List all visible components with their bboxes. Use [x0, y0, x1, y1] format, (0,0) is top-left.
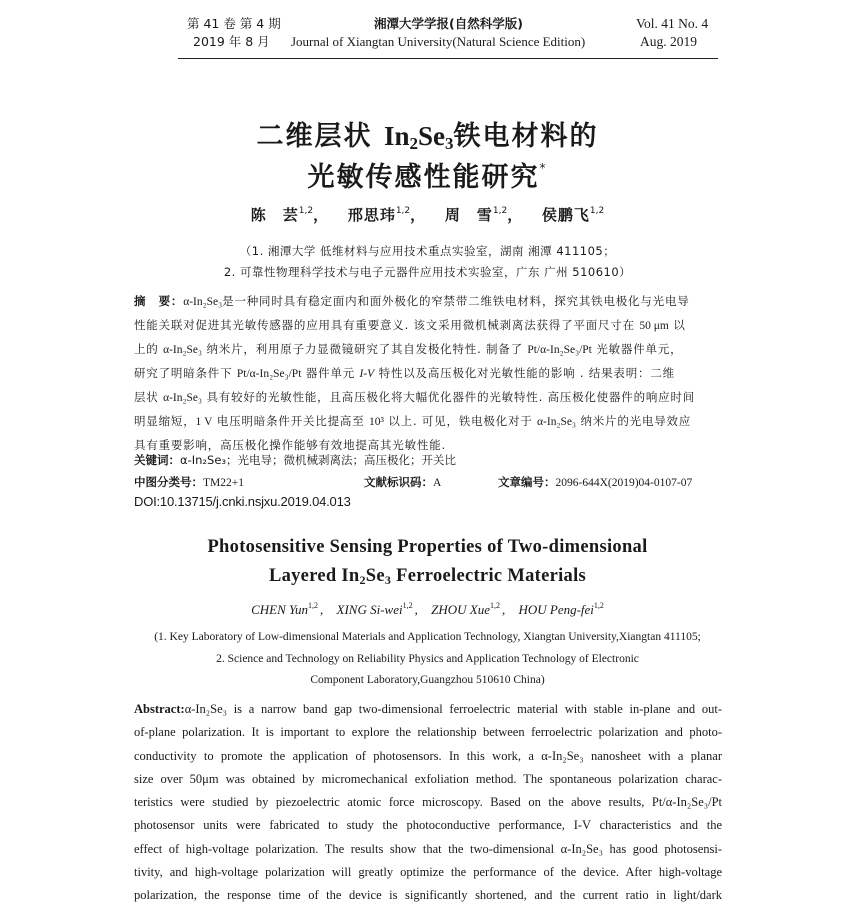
abstract-en-label: Abstract: — [134, 702, 185, 716]
title-cn-formula: $In_2Se_3$ — [383, 121, 454, 153]
keywords-list: α-In₂Se₃；光电导；微机械剥离法；高压极化；开关比 — [180, 453, 457, 467]
abstract-cn-line: 性能关联对促进其光敏传感器的应用具有重要意义. 该文采用微机械剥离法获得了平面尺寸在 50 μm 以 — [134, 318, 686, 332]
abstract-en-line: effect of high-voltage polarization. The results show that the two-dimensional α-In₂Se₃ has good photosensi- — [134, 841, 722, 856]
clc-number: 中图分类号：TM22+1 — [134, 475, 244, 489]
abstract-cn — [134, 290, 724, 457]
doi-link[interactable]: DOI:10.13715/j.cnki.nsjxu.2019.04.013 — [134, 494, 351, 509]
abstract-en-line: size over 50μm was obtained by micromechanical exfoliation method. The spontaneous polarization charac- — [134, 771, 722, 786]
header-volume-en: Vol. 41 No. 4 — [636, 16, 709, 31]
header-journal-cn: 湘潭大学学报(自然科学版) — [374, 16, 523, 31]
abstract-cn-line: 研究了明暗条件下 Pt/α-In₂Se₃/Pt 器件单元 I-V 特性以及高压极化对光敏性能的影响 . 结果表明：二维 — [134, 366, 675, 380]
author-cn: 陈 芸$^{1,2}$， — [250, 206, 330, 224]
title-cn-line2: 光敏传感性能研究* — [307, 161, 548, 193]
abstract-cn-label: 摘 要： — [134, 294, 184, 308]
abstract-cn-line: 摘 要：α-In₂Se₃是一种同时具有稳定面内和面外极化的窄禁带二维铁电材料，探究其铁电极化与光电导 — [134, 294, 690, 308]
header-journal-en: Journal of Xiangtan University(Natural Science Edition) — [291, 34, 586, 49]
abstract-en-line: conductivity to promote the application of photosensors. In this work, a α-In₂Se₃ nanosheet with a planar — [134, 748, 722, 763]
author-cn: 周 雪$^{1,2}$， — [444, 206, 524, 224]
abstract-en-line: tivity, and high-voltage polarization will greatly optimize the performance of the device. After high-voltage — [134, 865, 722, 880]
document-code: 文献标识码：A — [364, 475, 442, 489]
abstract-en — [134, 698, 722, 908]
title-footnote-mark[interactable]: * — [539, 161, 548, 175]
header-volume-cn: 第 41 卷 第 4 期 — [187, 16, 281, 31]
title-cn-suffix: 铁电材料的 — [453, 121, 599, 152]
affiliation-en-3: Component Laboratory,Guangzhou 510610 China) — [310, 674, 545, 686]
affiliation-en-2: 2. Science and Technology on Reliability Physics and Application Technology of Electronic — [216, 653, 639, 665]
abstract-en-line: teristics were studied by piezoelectric atomic force microscopy. Based on the above results, Pt/α-In₂Se₃/Pt — [134, 795, 722, 810]
keywords-cn — [134, 452, 456, 468]
abstract-cn-line: 具有重要影响，高压极化操作能够有效地提高其光敏性能. — [134, 438, 446, 452]
header-date-cn: 2019 年 8 月 — [193, 34, 270, 49]
abstract-cn-line: 上的 α-In₂Se₃ 纳米片，利用原子力显微镜研究了其自发极化特性. 制备了 Pt/α-In₂Se₃/Pt 光敏器件单元， — [134, 342, 683, 356]
authors-en — [0, 602, 855, 618]
abstract-en-line: Abstract:α-In₂Se₃ is a narrow band gap two-dimensional ferroelectric material with stable in-plane and out- — [134, 702, 722, 716]
title-en-line1: Photosensitive Sensing Properties of Two-dimensional — [207, 537, 648, 557]
author-cn: 侯鹏飞$^{1,2}$ — [541, 206, 605, 224]
author-en: HOU Peng-fei$^{1,2}$ — [518, 601, 604, 617]
affiliation-cn-1: （1. 湘潭大学 低维材料与应用技术重点实验室，湖南 湘潭 411105； — [239, 244, 616, 258]
keywords-label: 关键词： — [134, 453, 180, 467]
author-en: ZHOU Xue$^{1,2}$ , — [431, 601, 506, 617]
author-en: CHEN Yun$^{1,2}$ , — [251, 601, 324, 617]
affiliation-cn-2: 2. 可靠性物理科学技术与电子元器件应用技术实验室，广东 广州 510610） — [223, 265, 632, 279]
abstract-en-line: photosensor units were fabricated to study the photoconductive performance, I-V characteristics and the — [134, 818, 722, 833]
header-rule — [178, 58, 718, 59]
author-en: XING Si-wei$^{1,2}$ , — [336, 601, 418, 617]
abstract-cn-line: 层状 α-In₂Se₃ 具有较好的光敏性能，且高压极化将大幅优化器件的光敏特性. 高压极化使器件的响应时间 — [134, 390, 696, 404]
title-cn-line1 — [0, 114, 855, 153]
title-en-line2: Layered $In_2Se_3$ Ferroelectric Materials — [268, 566, 587, 587]
abstract-cn-line: 明显缩短，1 V 电压明暗条件开关比提高至 10³ 以上. 可见，铁电极化对于 α-In₂Se₃ 纳米片的光电导效应 — [134, 414, 692, 428]
abstract-en-line: polarization, the response time of the device is significantly shortened, and the current ratio in light/dark — [134, 888, 722, 903]
affiliation-en-1: (1. Key Laboratory of Low-dimensional Materials and Application Technology, Xiangtan University,Xiangtan 411105; — [154, 631, 701, 643]
header-date-en: Aug. 2019 — [640, 34, 697, 49]
abstract-en-line: of-plane polarization. It is important to explore the relationship between ferroelectric polarization and photo- — [134, 725, 722, 740]
authors-cn — [0, 204, 855, 225]
article-number: 文章编号：2096-644X(2019)04-0107-07 — [498, 475, 693, 489]
title-cn-prefix: 二维层状 — [256, 121, 384, 152]
author-cn: 邢思玮$^{1,2}$， — [347, 206, 427, 224]
